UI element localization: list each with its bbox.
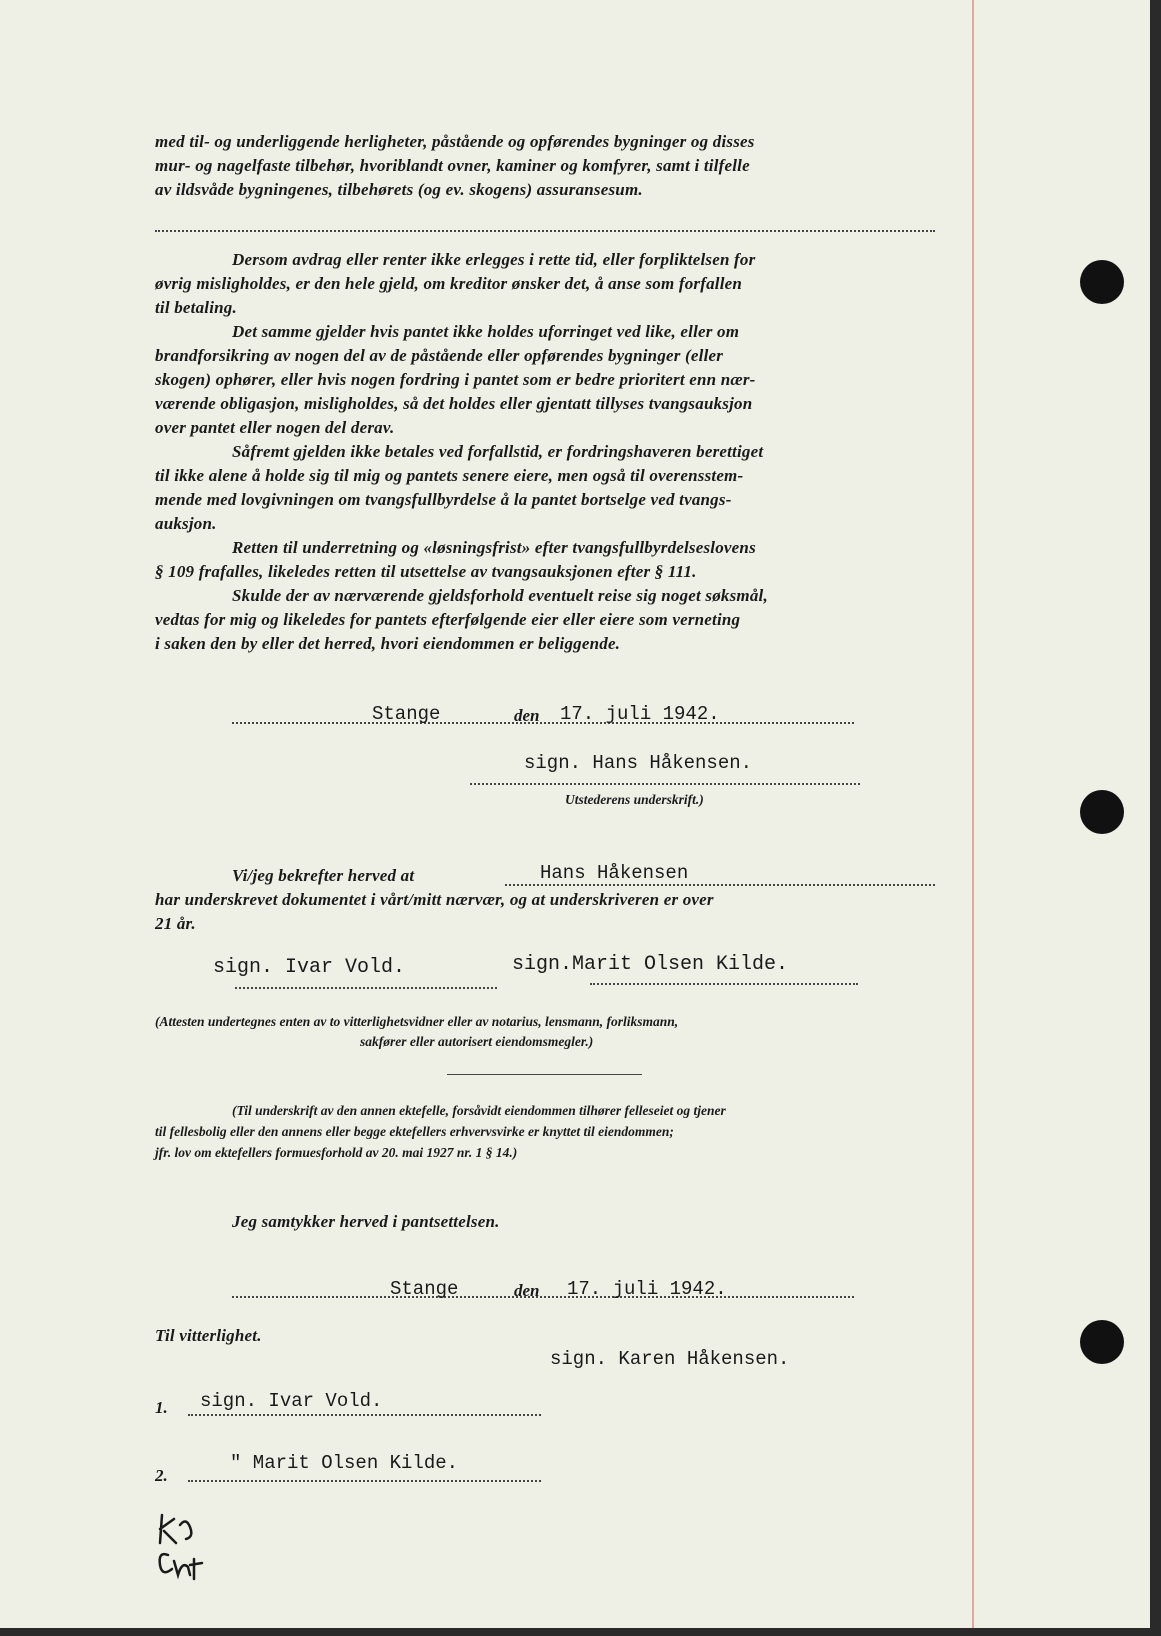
spouse-note: til fellesbolig eller den annens eller begge ektefellers erhvervsvirke er knyttet til eiendommen; <box>155 1124 674 1139</box>
witness-number: 2. <box>155 1466 168 1485</box>
consent-text: Jeg samtykker herved i pantsettelsen. <box>232 1212 500 1231</box>
terms-line: til ikke alene å holde sig til mig og pantets senere eiere, men også til overensstem- <box>155 466 744 485</box>
den-label-1: den <box>514 706 540 725</box>
terms-line: Såfremt gjelden ikke betales ved forfallstid, er fordringshaveren berettiget <box>232 442 764 461</box>
date-2: 17. juli 1942. <box>567 1278 727 1300</box>
terms-line: mende med lovgivningen om tvangsfullbyrdelse å la pantet bortselge ved tvangs- <box>155 490 732 509</box>
til-vitterlighet: Til vitterlighet. <box>155 1326 262 1345</box>
dotted-line <box>232 722 854 724</box>
witness-2: " Marit Olsen Kilde. <box>230 1452 459 1474</box>
terms-line: Det samme gjelder hvis pantet ikke holdes uforringet ved like, eller om <box>232 322 740 341</box>
terms-line: auksjon. <box>155 514 217 533</box>
terms-line: § 109 frafalles, likeledes retten til utsettelse av tvangsauksjonen efter § 111. <box>155 562 697 581</box>
terms-line: øvrig misligholdes, er den hele gjeld, om kreditor ønsker det, å anse som forfallen <box>155 274 743 293</box>
intro-line: med til- og underliggende herligheter, påstående og opførendes bygninger og disses <box>155 132 755 151</box>
confirm-line: har underskrevet dokumentet i vårt/mitt nærvær, og at underskriveren er over <box>155 890 714 909</box>
dotted-line <box>232 1296 854 1298</box>
issuer-signature: sign. Hans Håkensen. <box>524 752 753 774</box>
spouse-note: (Til underskrift av den annen ektefelle, forsåvidt eiendommen tilhører felleseiet og tjener <box>232 1103 726 1118</box>
terms-line: brandforsikring av nogen del av de påstående eller opførendes bygninger (eller <box>155 346 724 365</box>
place-2: Stange <box>390 1278 459 1300</box>
witness-signature-2: sign.Marit Olsen Kilde. <box>512 953 789 976</box>
terms-line: skogen) ophører, eller hvis nogen fordring i pantet som er bedre prioritert enn nær- <box>155 370 756 389</box>
divider <box>447 1074 642 1075</box>
confirmed-name: Hans Håkensen <box>540 862 689 884</box>
terms-line: i saken den by eller det herred, hvori eiendommen er beliggende. <box>155 634 621 653</box>
terms-line: Retten til underretning og «løsningsfrist» efter tvangsfullbyrdelseslovens <box>232 538 756 557</box>
margin-line <box>972 0 974 1628</box>
punch-hole <box>1080 790 1124 834</box>
witness-1: sign. Ivar Vold. <box>200 1390 383 1412</box>
dotted-line <box>188 1480 541 1482</box>
dotted-divider <box>155 230 935 232</box>
handwritten-initials <box>150 1505 230 1585</box>
witness-signature-1: sign. Ivar Vold. <box>213 956 406 979</box>
punch-hole <box>1080 260 1124 304</box>
terms-line: Skulde der av nærværende gjeldsforhold eventuelt reise sig noget søksmål, <box>232 586 768 605</box>
terms-line: vedtas for mig og likeledes for pantets efterfølgende eier eller eiere som verneting <box>155 610 741 629</box>
intro-line: av ildsvåde bygningenes, tilbehørets (og ev. skogens) assuransesum. <box>155 180 643 199</box>
spouse-signature: sign. Karen Håkensen. <box>550 1348 790 1370</box>
issuer-caption: Utstederens underskrift.) <box>565 792 704 807</box>
dotted-line <box>590 983 858 985</box>
spouse-note: jfr. lov om ektefellers formuesforhold av 20. mai 1927 nr. 1 § 14.) <box>155 1145 518 1160</box>
dotted-line <box>505 884 935 886</box>
dotted-line <box>470 783 860 785</box>
date-1: 17. juli 1942. <box>560 703 720 725</box>
confirm-line: 21 år. <box>155 914 196 933</box>
dotted-line <box>188 1414 541 1416</box>
intro-line: mur- og nagelfaste tilbehør, hvoriblandt ovner, kaminer og komfyrer, samt i tilfelle <box>155 156 750 175</box>
terms-line: Dersom avdrag eller renter ikke erlegges i rette tid, eller forpliktelsen for <box>232 250 756 269</box>
terms-line: til betaling. <box>155 298 237 317</box>
confirm-prefix: Vi/jeg bekrefter herved at <box>232 866 415 885</box>
terms-line: over pantet eller nogen del derav. <box>155 418 395 437</box>
terms-line: værende obligasjon, misligholdes, så det holdes eller gjentatt tillyses tvangsauksjon <box>155 394 753 413</box>
attest-note: (Attesten undertegnes enten av to vitterlighetsvidner eller av notarius, lensmann, forliksmann, <box>155 1014 679 1029</box>
punch-hole <box>1080 1320 1124 1364</box>
place-1: Stange <box>372 703 441 725</box>
attest-note: sakfører eller autorisert eiendomsmegler.) <box>360 1034 594 1049</box>
den-label-2: den <box>514 1281 540 1300</box>
witness-number: 1. <box>155 1398 168 1417</box>
dotted-line <box>235 987 497 989</box>
